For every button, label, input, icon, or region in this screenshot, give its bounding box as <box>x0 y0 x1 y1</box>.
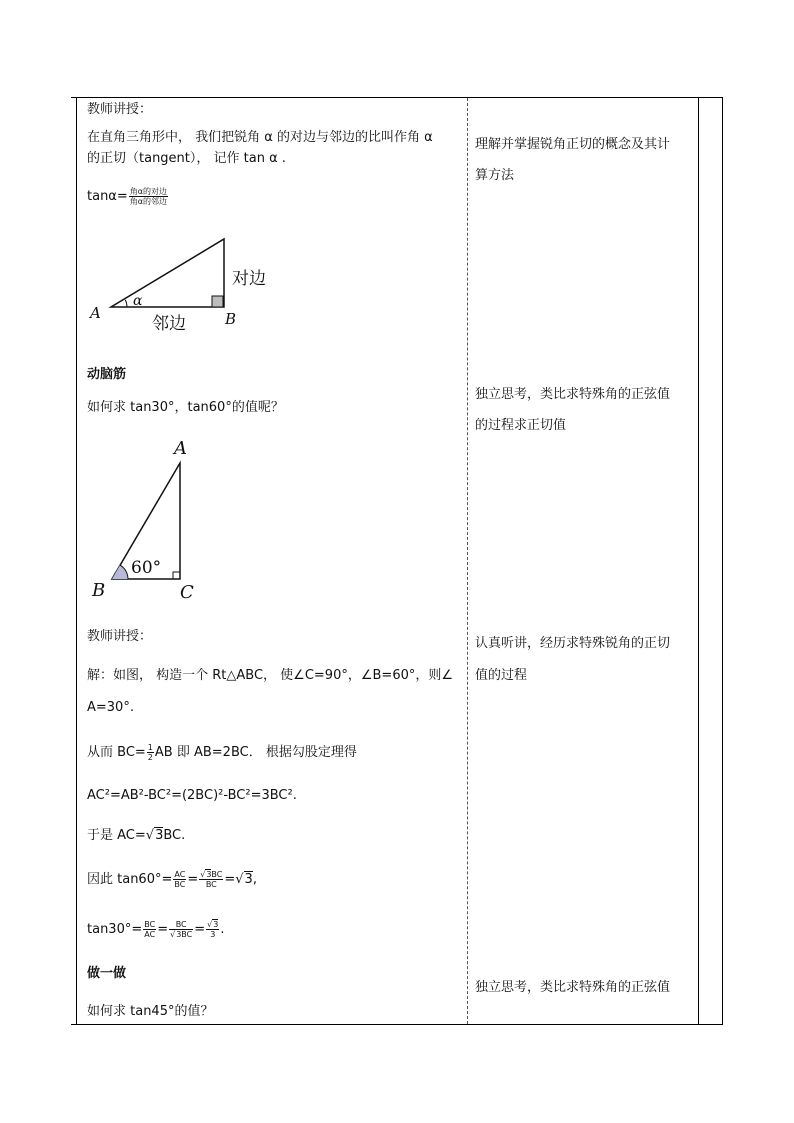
right-angle-marker-1 <box>212 296 223 307</box>
question-tan30-tan60: 如何求 tan30°，tan60°的值呢？ <box>87 400 284 415</box>
vertex-b-label-1: B <box>225 310 237 328</box>
step4-f2-denominator: BC <box>205 880 217 889</box>
formula-denominator: 角α的邻边 <box>129 197 168 206</box>
note-4-line-1: 独立思考，类比求特殊角的正弦值 <box>475 980 671 995</box>
right-triangle-figure-1 <box>85 232 285 342</box>
note-3-line-1: 认真听讲，经历求特殊锐角的正切 <box>475 636 671 651</box>
table-left-border <box>76 98 77 1024</box>
solution-line-1: 解：如图， 构造一个 Rt△ABC， 使∠C=90°，∠B=60°，则∠ <box>87 668 454 683</box>
step4-f2-numerator <box>199 870 223 880</box>
radicand: 3 <box>206 870 212 879</box>
heading-try-it: 做一做 <box>87 966 127 981</box>
angle-alpha-label: α <box>133 293 143 309</box>
solution-step-2: AC²=AB²-BC²=(2BC)²-BC²=3BC². <box>87 788 297 803</box>
step1-suffix: AB 即 AB=2BC． 根据勾股定理得 <box>154 745 357 760</box>
solution-step-5: tan30°= $\frac{BC}{AC}$ = $\frac{BC}{√3BC}$ = $\frac{√3}{3}$ . <box>87 920 225 939</box>
solution-step-4: 因此 tan60°= $\frac{AC}{BC}$ = $\frac{√3BC}{BC}$ =√3, <box>87 870 257 889</box>
step4-result-sqrt: =√ <box>224 872 244 887</box>
heading-teacher-lecture-2: 教师讲授： <box>87 629 153 644</box>
step1-numerator: 1 <box>147 743 153 752</box>
step1-prefix: 从而 BC= <box>87 745 146 760</box>
solution-step-3 <box>87 826 185 846</box>
adjacent-side-label: 邻边 <box>152 314 186 334</box>
step5-prefix: tan30°= <box>87 922 143 937</box>
step5-f3-numerator <box>206 920 219 930</box>
question-tan45: 如何求 tan45°的值？ <box>87 1004 214 1019</box>
tangent-formula <box>87 187 169 207</box>
step4-fraction-1 <box>173 870 186 889</box>
table-right-border-inner <box>698 98 699 1024</box>
step3-radicand: 3 <box>155 828 164 843</box>
solution-step-1 <box>87 743 357 763</box>
step5-f1-denominator: AC <box>144 930 156 939</box>
note-2-line-1: 独立思考，类比求特殊角的正弦值 <box>475 387 671 402</box>
step5-fraction-3 <box>206 920 219 939</box>
radicand: 3 <box>176 930 182 939</box>
step4-end: , <box>252 872 257 887</box>
vertex-a-label-1: A <box>90 304 101 322</box>
radicand: 3 <box>213 920 219 929</box>
table-right-border-outer <box>722 98 723 1024</box>
triangle-1-shape <box>111 239 224 307</box>
right-angle-marker-2 <box>173 572 180 579</box>
numerator-tail: BC <box>211 870 223 879</box>
step5-fraction-1 <box>143 920 156 939</box>
note-1-line-1: 理解并掌握锐角正切的概念及其计 <box>475 137 671 152</box>
denominator-tail: BC <box>181 930 193 939</box>
angle-60-fill <box>112 565 128 579</box>
step4-f1-numerator: AC <box>174 870 186 879</box>
step5-f1-numerator: BC <box>144 920 156 929</box>
sqrt-sign: √ <box>200 870 206 879</box>
vertex-a-label-2: A <box>174 438 187 459</box>
note-2-line-2: 的过程求正切值 <box>475 418 567 433</box>
angle-arc-1 <box>125 300 127 307</box>
step5-f2-denominator <box>169 930 193 939</box>
vertex-c-label-2: C <box>180 582 194 603</box>
note-1-line-2: 算方法 <box>475 168 515 183</box>
definition-line-2: 的正切（tangent）， 记作 tan α . <box>87 151 286 166</box>
step4-fraction-2 <box>199 870 223 889</box>
step1-denominator: 2 <box>147 753 153 762</box>
solution-line-2: A=30°. <box>87 700 134 715</box>
heading-teacher-lecture-1: 教师讲授： <box>87 102 153 117</box>
step4-result-radicand: 3 <box>244 872 253 887</box>
step5-end: . <box>220 922 225 937</box>
definition-line-1: 在直角三角形中， 我们把锐角 α 的对边与邻边的比叫作角 α <box>87 130 433 145</box>
note-3-line-2: 值的过程 <box>475 668 528 683</box>
step3-prefix: 于是 AC= <box>87 828 146 843</box>
step5-f3-denominator: 3 <box>210 930 216 939</box>
formula-fraction <box>129 187 168 206</box>
table-column-divider <box>467 98 468 1024</box>
opposite-side-label: 对边 <box>232 269 266 289</box>
step5-fraction-2 <box>169 920 193 939</box>
step3-suffix: BC. <box>163 828 186 843</box>
heading-brainstorm: 动脑筋 <box>87 367 127 382</box>
sqrt-sign: √ <box>170 930 176 939</box>
formula-numerator: 角α的对边 <box>129 187 168 196</box>
sqrt-sign: √ <box>207 920 213 929</box>
vertex-b-label-2: B <box>92 580 106 601</box>
sqrt-sign: √ <box>145 828 155 843</box>
step5-f2-numerator: BC <box>169 920 193 930</box>
right-triangle-figure-2 <box>88 432 238 607</box>
step4-f1-denominator: BC <box>174 880 186 889</box>
angle-60-label: 60° <box>131 558 162 578</box>
step1-fraction <box>147 743 154 762</box>
formula-prefix: tanα= <box>87 189 128 204</box>
step4-prefix: 因此 tan60°= <box>87 872 173 887</box>
